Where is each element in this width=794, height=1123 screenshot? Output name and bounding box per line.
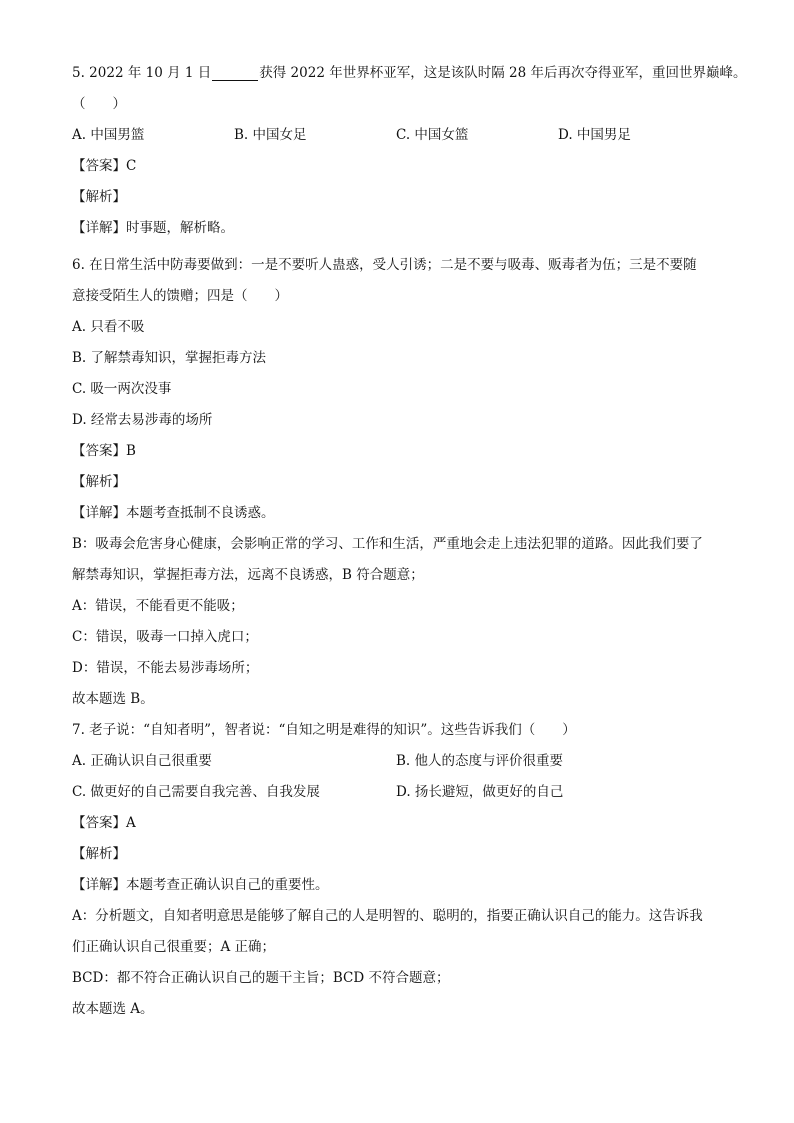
option-b: B. 他人的态度与评价很重要	[396, 753, 564, 769]
explanation-a-line-2: 们正确认识自己很重要；A 正确；	[72, 939, 276, 955]
explanation-c: C：错误，吸毒一口掉入虎口；	[72, 629, 258, 645]
option-a: A. 只看不吸	[72, 319, 145, 335]
detail-line: 【详解】时事题，解析略。	[72, 220, 234, 236]
option-d: D. 经常去易涉毒的场所	[72, 412, 213, 428]
option-a: A. 中国男篮	[72, 127, 145, 143]
question-stem	[72, 58, 747, 89]
options-row	[72, 120, 732, 151]
answer-line: 【答案】B	[72, 443, 136, 459]
option-d: D. 扬长避短，做更好的自己	[396, 784, 564, 800]
explanation-bcd: BCD：都不符合正确认识自己的题干主旨；BCD 不符合题意；	[72, 970, 450, 986]
answer-line: 【答案】C	[72, 158, 137, 174]
question-stem-line-1: 6. 在日常生活中防毒要做到：一是不要听人蛊惑，受人引诱；二是不要与吸毒、贩毒者为伍；三是不要随	[72, 257, 697, 273]
explanation-a-line-1: A：分析题文，自知者明意思是能够了解自己的人是明智的、聪明的，指要正确认识自己的能力。这告诉我	[72, 908, 703, 924]
stem-text-before: 5. 2022 年 10 月 1 日	[72, 65, 212, 81]
explanation-a: A：错误，不能看更不能吸；	[72, 598, 244, 614]
options-row-1	[72, 746, 732, 777]
answer-blank	[212, 66, 258, 81]
answer-parenthesis: （ ）	[72, 96, 126, 112]
analysis-heading: 【解析】	[72, 846, 126, 862]
option-c: C. 做更好的自己需要自我完善、自我发展	[72, 784, 320, 800]
options-row-2	[72, 777, 732, 808]
question-7	[72, 715, 732, 1025]
analysis-heading: 【解析】	[72, 474, 126, 490]
option-d: D. 中国男足	[558, 127, 631, 143]
question-6	[72, 250, 732, 715]
conclusion-line: 故本题选 B。	[72, 691, 154, 707]
analysis-heading: 【解析】	[72, 189, 126, 205]
question-stem: 7. 老子说：“自知者明”，智者说：“自知之明是难得的知识”。这些告诉我们（ ）	[72, 722, 576, 738]
option-c: C. 吸一两次没事	[72, 381, 172, 397]
question-stem-line-2: 意接受陌生人的馈赠；四是（ ）	[72, 288, 288, 304]
option-c: C. 中国女篮	[396, 127, 469, 143]
explanation-b-line-1: B：吸毒会危害身心健康，会影响正常的学习、工作和生活，严重地会走上违法犯罪的道路。因此我们要了	[72, 536, 703, 552]
option-a: A. 正确认识自己很重要	[72, 753, 212, 769]
detail-line: 【详解】本题考查正确认识自己的重要性。	[72, 877, 329, 893]
explanation-b-line-2: 解禁毒知识，掌握拒毒方法，远离不良诱惑，B 符合题意；	[72, 567, 424, 583]
explanation-d: D：错误，不能去易涉毒场所；	[72, 660, 259, 676]
option-b: B. 了解禁毒知识，掌握拒毒方法	[72, 350, 267, 366]
question-5	[72, 58, 747, 244]
option-b: B. 中国女足	[234, 127, 307, 143]
answer-line: 【答案】A	[72, 815, 136, 831]
conclusion-line: 故本题选 A。	[72, 1001, 154, 1017]
stem-text-after: 获得 2022 年世界杯亚军，这是该队时隔 28 年后再次夺得亚军，重回世界巅峰。	[259, 65, 747, 81]
detail-line: 【详解】本题考查抵制不良诱惑。	[72, 505, 275, 521]
